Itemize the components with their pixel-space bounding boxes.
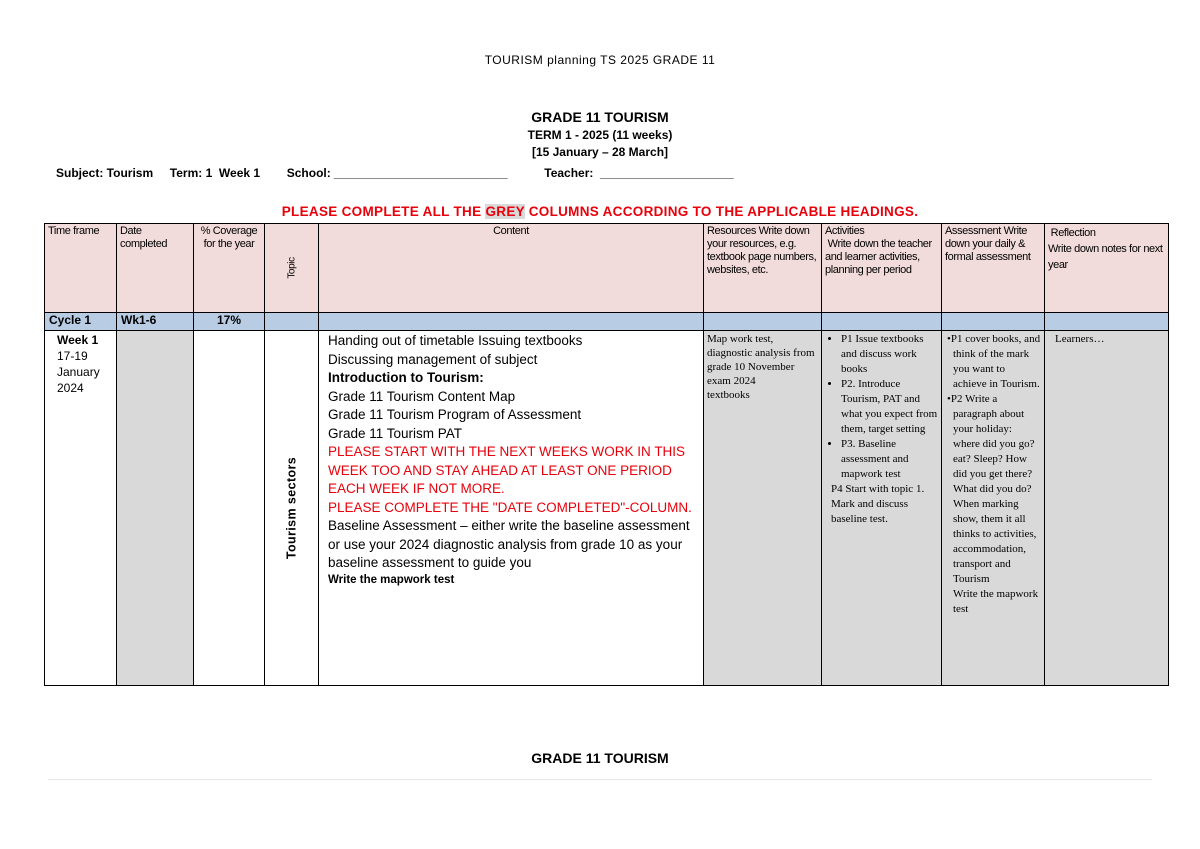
content-cell [319, 331, 704, 686]
content-heading: Introduction to Tourism: [328, 370, 484, 385]
header-time-frame: Time frame [45, 224, 117, 313]
content-line: Handing out of timetable Issuing textbooks [328, 333, 583, 348]
reflection-cell[interactable] [1045, 331, 1169, 686]
assessment-extra: Write the mapwork test [953, 588, 1039, 615]
resources-line: Map work test, diagnostic analysis from grade 10 November exam 2024 [707, 333, 815, 387]
activity-item: • P2. Introduce Tourism, PAT and what you expect from them, target setting [841, 377, 938, 437]
activity-item: • P1 Issue textbooks and discuss work books [841, 332, 938, 377]
term-label: TERM 1 - 2025 (11 weeks) [527, 128, 673, 142]
header-content: Content [319, 224, 704, 313]
content-line: Grade 11 Tourism Content Map [328, 388, 516, 404]
header-coverage: % Coverage for the year [194, 224, 265, 313]
content-line: Discussing management of subject [328, 351, 538, 367]
document-title: GRADE 11 TOURISM [531, 109, 669, 125]
header-topic [265, 224, 319, 313]
page-header: TOURISM planning TS 2025 GRADE 11 [484, 53, 716, 67]
coverage-cell[interactable] [194, 331, 265, 686]
assessment-p1-text: P1 cover books, and think of the mark you want to achieve in Tourism. [950, 333, 1041, 390]
planning-table [44, 223, 1169, 686]
subject-meta-line: Subject: Tourism Term: 1 Week 1 School: __________________________ Teacher: ____________________ [56, 166, 734, 180]
content-line: Grade 11 Tourism Program of Assessment [328, 407, 582, 422]
header-activities: Activities Write down the teacher and learner activities, planning per period [822, 224, 942, 313]
header-assessment: Assessment Write down your daily & formal assessment [942, 224, 1045, 313]
instruction-banner [0, 204, 1200, 219]
content-warning: PLEASE START WITH THE NEXT WEEKS WORK IN THIS WEEK TOO AND STAY AHEAD AT LEAST ONE PERIOD EACH WEEK IF NOT MORE. [328, 444, 686, 496]
page-divider [48, 779, 1152, 780]
topic-cell [265, 331, 319, 686]
assessment-p1: •P1 cover books, and think of the mark you want to achieve in Tourism. [947, 333, 1041, 390]
activities-cell[interactable] [822, 331, 942, 686]
date-completed-cell[interactable] [117, 331, 194, 686]
topic-label: Tourism sectors [284, 456, 298, 560]
instruction-text-end: COLUMNS ACCORDING TO THE APPLICABLE HEADINGS. [524, 204, 919, 219]
assessment-p2: •P2 Write a paragraph about your holiday: where did you go? eat? Sleep? How did you get there? What did you do? When marking show, them it all thinks to activities, accommodation, transport and Tourism [947, 393, 1037, 585]
instruction-highlight: GREY [485, 204, 525, 219]
cycle-weeks: Wk1-6 [117, 313, 194, 331]
cycle-percent: 17% [194, 313, 265, 331]
header-resources: Resources Write down your resources, e.g. textbook page numbers, websites, etc. [704, 224, 822, 313]
week-cell [45, 331, 117, 686]
assessment-cell[interactable] [942, 331, 1045, 686]
week-row [45, 331, 1169, 686]
resources-line: textbooks [707, 389, 750, 401]
week-label: Week 1 [57, 333, 99, 347]
cycle-row [45, 313, 1169, 331]
activity-item: • P3. Baseline assessment and mapwork test [841, 437, 938, 482]
week-dates: 17-19 January 2024 [57, 349, 100, 395]
term-dates: [15 January – 28 March] [531, 145, 669, 159]
content-line: Grade 11 Tourism PAT [328, 425, 463, 441]
content-baseline: Baseline Assessment – either write the baseline assessment or use your 2024 diagnostic analysis from grade 10 as your baseline assessment to guide you [328, 518, 690, 570]
reflection-text: Learners… [1055, 333, 1105, 345]
next-page-title: GRADE 11 TOURISM [531, 750, 669, 766]
content-mapwork: Write the mapwork test [328, 573, 455, 586]
activity-extra: P4 Start with topic 1. Mark and discuss baseline test. [831, 483, 925, 525]
resources-cell[interactable] [704, 331, 822, 686]
instruction-text-start: PLEASE COMPLETE ALL THE [281, 204, 486, 219]
activities-list [825, 332, 938, 482]
cycle-label: Cycle 1 [45, 313, 117, 331]
header-date-completed: Date completed [117, 224, 194, 313]
assessment-p2-text: P2 Write a paragraph about your holiday: where did you go? eat? Sleep? How did you get there? What did you do? When marking show, them it all thinks to activities, accommodation, transport and Tourism [950, 393, 1037, 585]
header-row [45, 224, 1169, 313]
content-warning: PLEASE COMPLETE THE "DATE COMPLETED"-COLUMN. [328, 499, 692, 515]
header-reflection: Reflection Write down notes for next year [1045, 224, 1169, 313]
header-topic-label: Topic [286, 257, 297, 279]
